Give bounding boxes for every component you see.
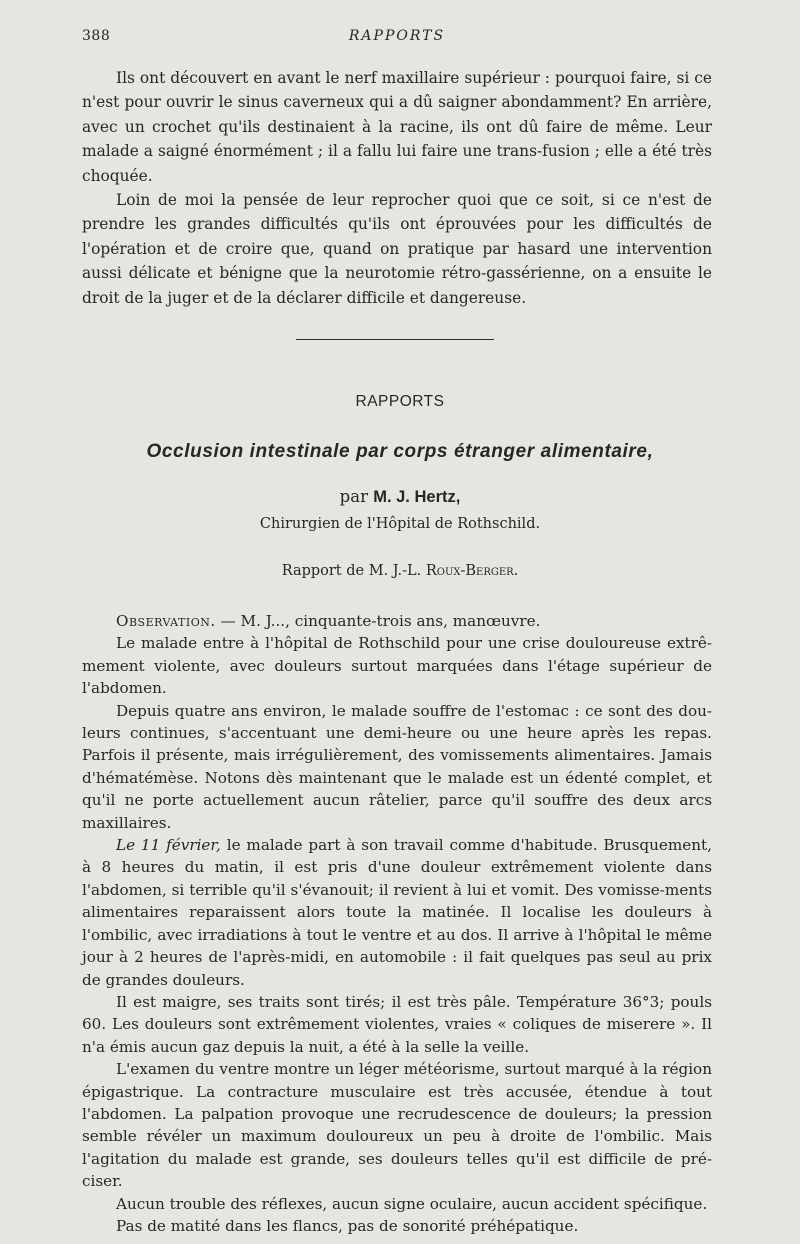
observation-first-line: — M. J..., cinquante-trois ans, manœuvre. (215, 612, 541, 630)
running-title: RAPPORTS (348, 28, 446, 44)
paragraph (82, 610, 712, 632)
paragraph: Loin de moi la pensée de leur reprocher quoi que ce soit, si ce n'est de prendre les grandes difficultés qu'ils ont éprouvées pour les difficultés de l'opération et de croire que, quand on pratique par hasard une intervention aussi délicate et bénigne que la neurotomie rétro-gassérienne, on a ensuite le droit de la juger et de la déclarer difficile et dangereuse. (82, 191, 712, 307)
observation-label: Observation. (116, 612, 216, 630)
section-title: RAPPORTS (355, 393, 445, 410)
paragraph: Aucun trouble des réflexes, aucun signe oculaire, aucun accident spécifique. (116, 1194, 708, 1213)
report-author: Roux-Berger. (425, 563, 519, 579)
paragraph: Le malade entre à l'hôpital de Rothschild pour une crise douloureuse extrê-mement violente, avec douleurs surtout marquées dans l'étage supérieur de l'abdomen. (82, 634, 712, 698)
paragraph: Pas de matité dans les flancs, pas de sonorité préhépatique. (116, 1216, 579, 1235)
byline-prefix: par (339, 487, 368, 506)
paragraph: Il est maigre, ses traits sont tirés; il est très pâle. Température 36°3; pouls 60. Les douleurs sont extrêmement violentes, vraies « coliques de miserere ». Il n'a émis aucun gaz depuis la nuit, a été à la selle la veille. (82, 992, 712, 1056)
intro-text (82, 66, 712, 310)
byline (0, 487, 800, 507)
observation-text (82, 610, 712, 1237)
paragraph: Depuis quatre ans environ, le malade souffre de l'estomac : ce sont des dou-leurs continues, s'accentuant une demi-heure ou une heure après les repas. Parfois il présente, mais irrégulièrement, des vomissements alimentaires. Jamais d'hématémèse. Notons dès maintenant que le malade est un édenté complet, et qu'il ne porte actuellement aucun râtelier, parce qu'il souffre des deux arcs maxillaires. (82, 701, 712, 832)
date-paragraph-rest: le malade part à son travail comme d'habitude. Brusquement, à 8 heures du matin, il est pris d'une douleur extrêmement violente dans l'abdomen, si terrible qu'il s'évanouit; il revient à lui et vomit. Des vomisse-ments alimentaires reparaissent alors toute la matinée. Il localise les douleurs à l'ombilic, avec irradiations à tout le ventre et au dos. Il arrive à l'hôpital le même jour à 2 heures de l'après-midi, en automobile : il fait quelques pas seul au prix de grandes douleurs. (82, 836, 712, 989)
section-divider (296, 339, 494, 340)
article-title: Occlusion intestinale par corps étranger alimentaire, (146, 441, 654, 462)
page-number: 388 (82, 28, 111, 44)
report-line (0, 563, 800, 579)
paragraph (82, 834, 712, 991)
author-affiliation: Chirurgien de l'Hôpital de Rothschild. (259, 516, 541, 532)
paragraph: L'examen du ventre montre un léger météorisme, surtout marqué à la région épigastrique. La contracture musculaire est très accusée, étendue à tout l'abdomen. La palpation provoque une recrudescence de douleurs; la pression semble révéler un maximum douloureux un peu à droite de l'ombilic. Mais l'agitation du malade est grande, ses douleurs telles qu'il est difficile de pré-ciser. (82, 1060, 712, 1191)
page-header (82, 28, 712, 48)
paragraph: Ils ont découvert en avant le nerf maxillaire supérieur : pourquoi faire, si ce n'est pour ouvrir le sinus caverneux qui a dû saigner abondamment? En arrière, avec un crochet qu'ils destinaient à la racine, ils ont dû faire de même. Leur malade a saigné énormément ; il a fallu lui faire une trans-fusion ; elle a été très choquée. (82, 69, 712, 185)
date-italic: Le 11 février, (116, 836, 221, 855)
author-name: M. J. Hertz, (373, 488, 461, 506)
report-prefix: Rapport de M. J.-L. (281, 563, 422, 579)
